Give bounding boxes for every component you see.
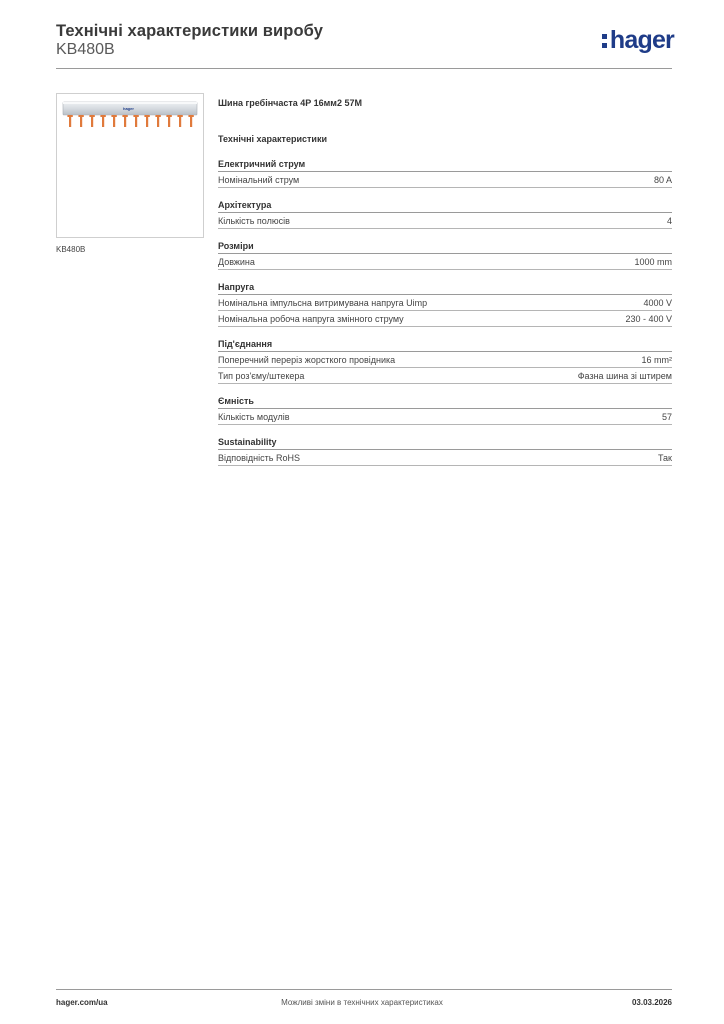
- footer-notice: Можливі зміни в технічних характеристиках: [281, 998, 443, 1007]
- busbar-pin-tab: [111, 115, 116, 117]
- busbar-pin-tab: [144, 115, 149, 117]
- spec-row: [218, 254, 672, 270]
- group-title: Ємність: [218, 396, 672, 409]
- spec-row: [218, 311, 672, 327]
- group-title: Sustainability: [218, 437, 672, 450]
- spec-group-voltage: [218, 282, 672, 327]
- spec-value: 4000 V: [643, 298, 672, 308]
- busbar-pin-tab: [78, 115, 83, 117]
- product-name: Шина гребінчаста 4P 16мм2 57М: [218, 98, 362, 108]
- busbar-pin-tab: [177, 115, 182, 117]
- busbar-pin-tab: [67, 115, 72, 117]
- group-title: Напруга: [218, 282, 672, 295]
- image-caption: KB480B: [56, 245, 86, 254]
- group-title: Електричний струм: [218, 159, 672, 172]
- busbar-illustration: [57, 94, 203, 237]
- spec-value: 57: [661, 412, 672, 422]
- spec-value: 80 A: [653, 175, 672, 185]
- busbar-pin-tab: [89, 115, 94, 117]
- spec-row: [218, 172, 672, 188]
- spec-value: 230 - 400 V: [625, 314, 672, 324]
- group-title: Під'єднання: [218, 339, 672, 352]
- product-image: [56, 93, 204, 238]
- spec-row: [218, 213, 672, 229]
- spec-label: Відповідність RoHS: [218, 453, 300, 463]
- spec-label: Тип роз'єму/штекера: [218, 371, 305, 381]
- footer-date: 03.03.2026: [631, 998, 672, 1007]
- header-divider: [56, 68, 672, 69]
- spec-group-current: [218, 159, 672, 188]
- spec-group-capacity: [218, 396, 672, 425]
- spec-value: 4: [666, 216, 672, 226]
- page-title: Технічні характеристики виробу: [56, 22, 323, 40]
- busbar-pins: [67, 115, 193, 127]
- spec-label: Кількість модулів: [218, 412, 290, 422]
- busbar-logo: hager: [123, 106, 134, 111]
- spec-value: Так: [657, 453, 672, 463]
- spec-row: [218, 368, 672, 384]
- spec-row: [218, 409, 672, 425]
- group-title: Архітектура: [218, 200, 672, 213]
- busbar-pin-tab: [100, 115, 105, 117]
- busbar-pin-tab: [166, 115, 171, 117]
- spec-row: [218, 295, 672, 311]
- specs-heading: Технічні характеристики: [218, 134, 327, 144]
- spec-value: 16 mm²: [641, 355, 672, 365]
- spec-label: Номінальна імпульсна витримувана напруга Uimp: [218, 298, 428, 308]
- footer-divider: [56, 989, 672, 990]
- hager-logo: [602, 28, 674, 53]
- spec-group-sustainability: [218, 437, 672, 466]
- spec-group-connection: [218, 339, 672, 384]
- spec-label: Кількість полюсів: [218, 216, 290, 226]
- spec-row: [218, 450, 672, 466]
- logo-text: hager: [609, 26, 674, 54]
- spec-value: Фазна шина зі штирем: [577, 371, 672, 381]
- spec-group-dimensions: [218, 241, 672, 270]
- spec-label: Поперечний переріз жорсткого провідника: [218, 355, 396, 365]
- spec-label: Довжина: [218, 257, 255, 267]
- spec-row: [218, 352, 672, 368]
- spec-content: [218, 98, 672, 478]
- product-code: KB480B: [56, 41, 115, 58]
- busbar-pin-tab: [122, 115, 127, 117]
- spec-label: Номінальний струм: [218, 175, 300, 185]
- spec-value: 1000 mm: [634, 257, 672, 267]
- spec-label: Номінальна робоча напруга змінного струму: [218, 314, 404, 324]
- logo-dots-icon: [602, 34, 607, 52]
- group-title: Розміри: [218, 241, 672, 254]
- busbar-pin-tab: [188, 115, 193, 117]
- footer-website-link[interactable]: hager.com/ua: [56, 998, 108, 1007]
- busbar-pin-tab: [133, 115, 138, 117]
- busbar-pin-tab: [155, 115, 160, 117]
- spec-group-architecture: [218, 200, 672, 229]
